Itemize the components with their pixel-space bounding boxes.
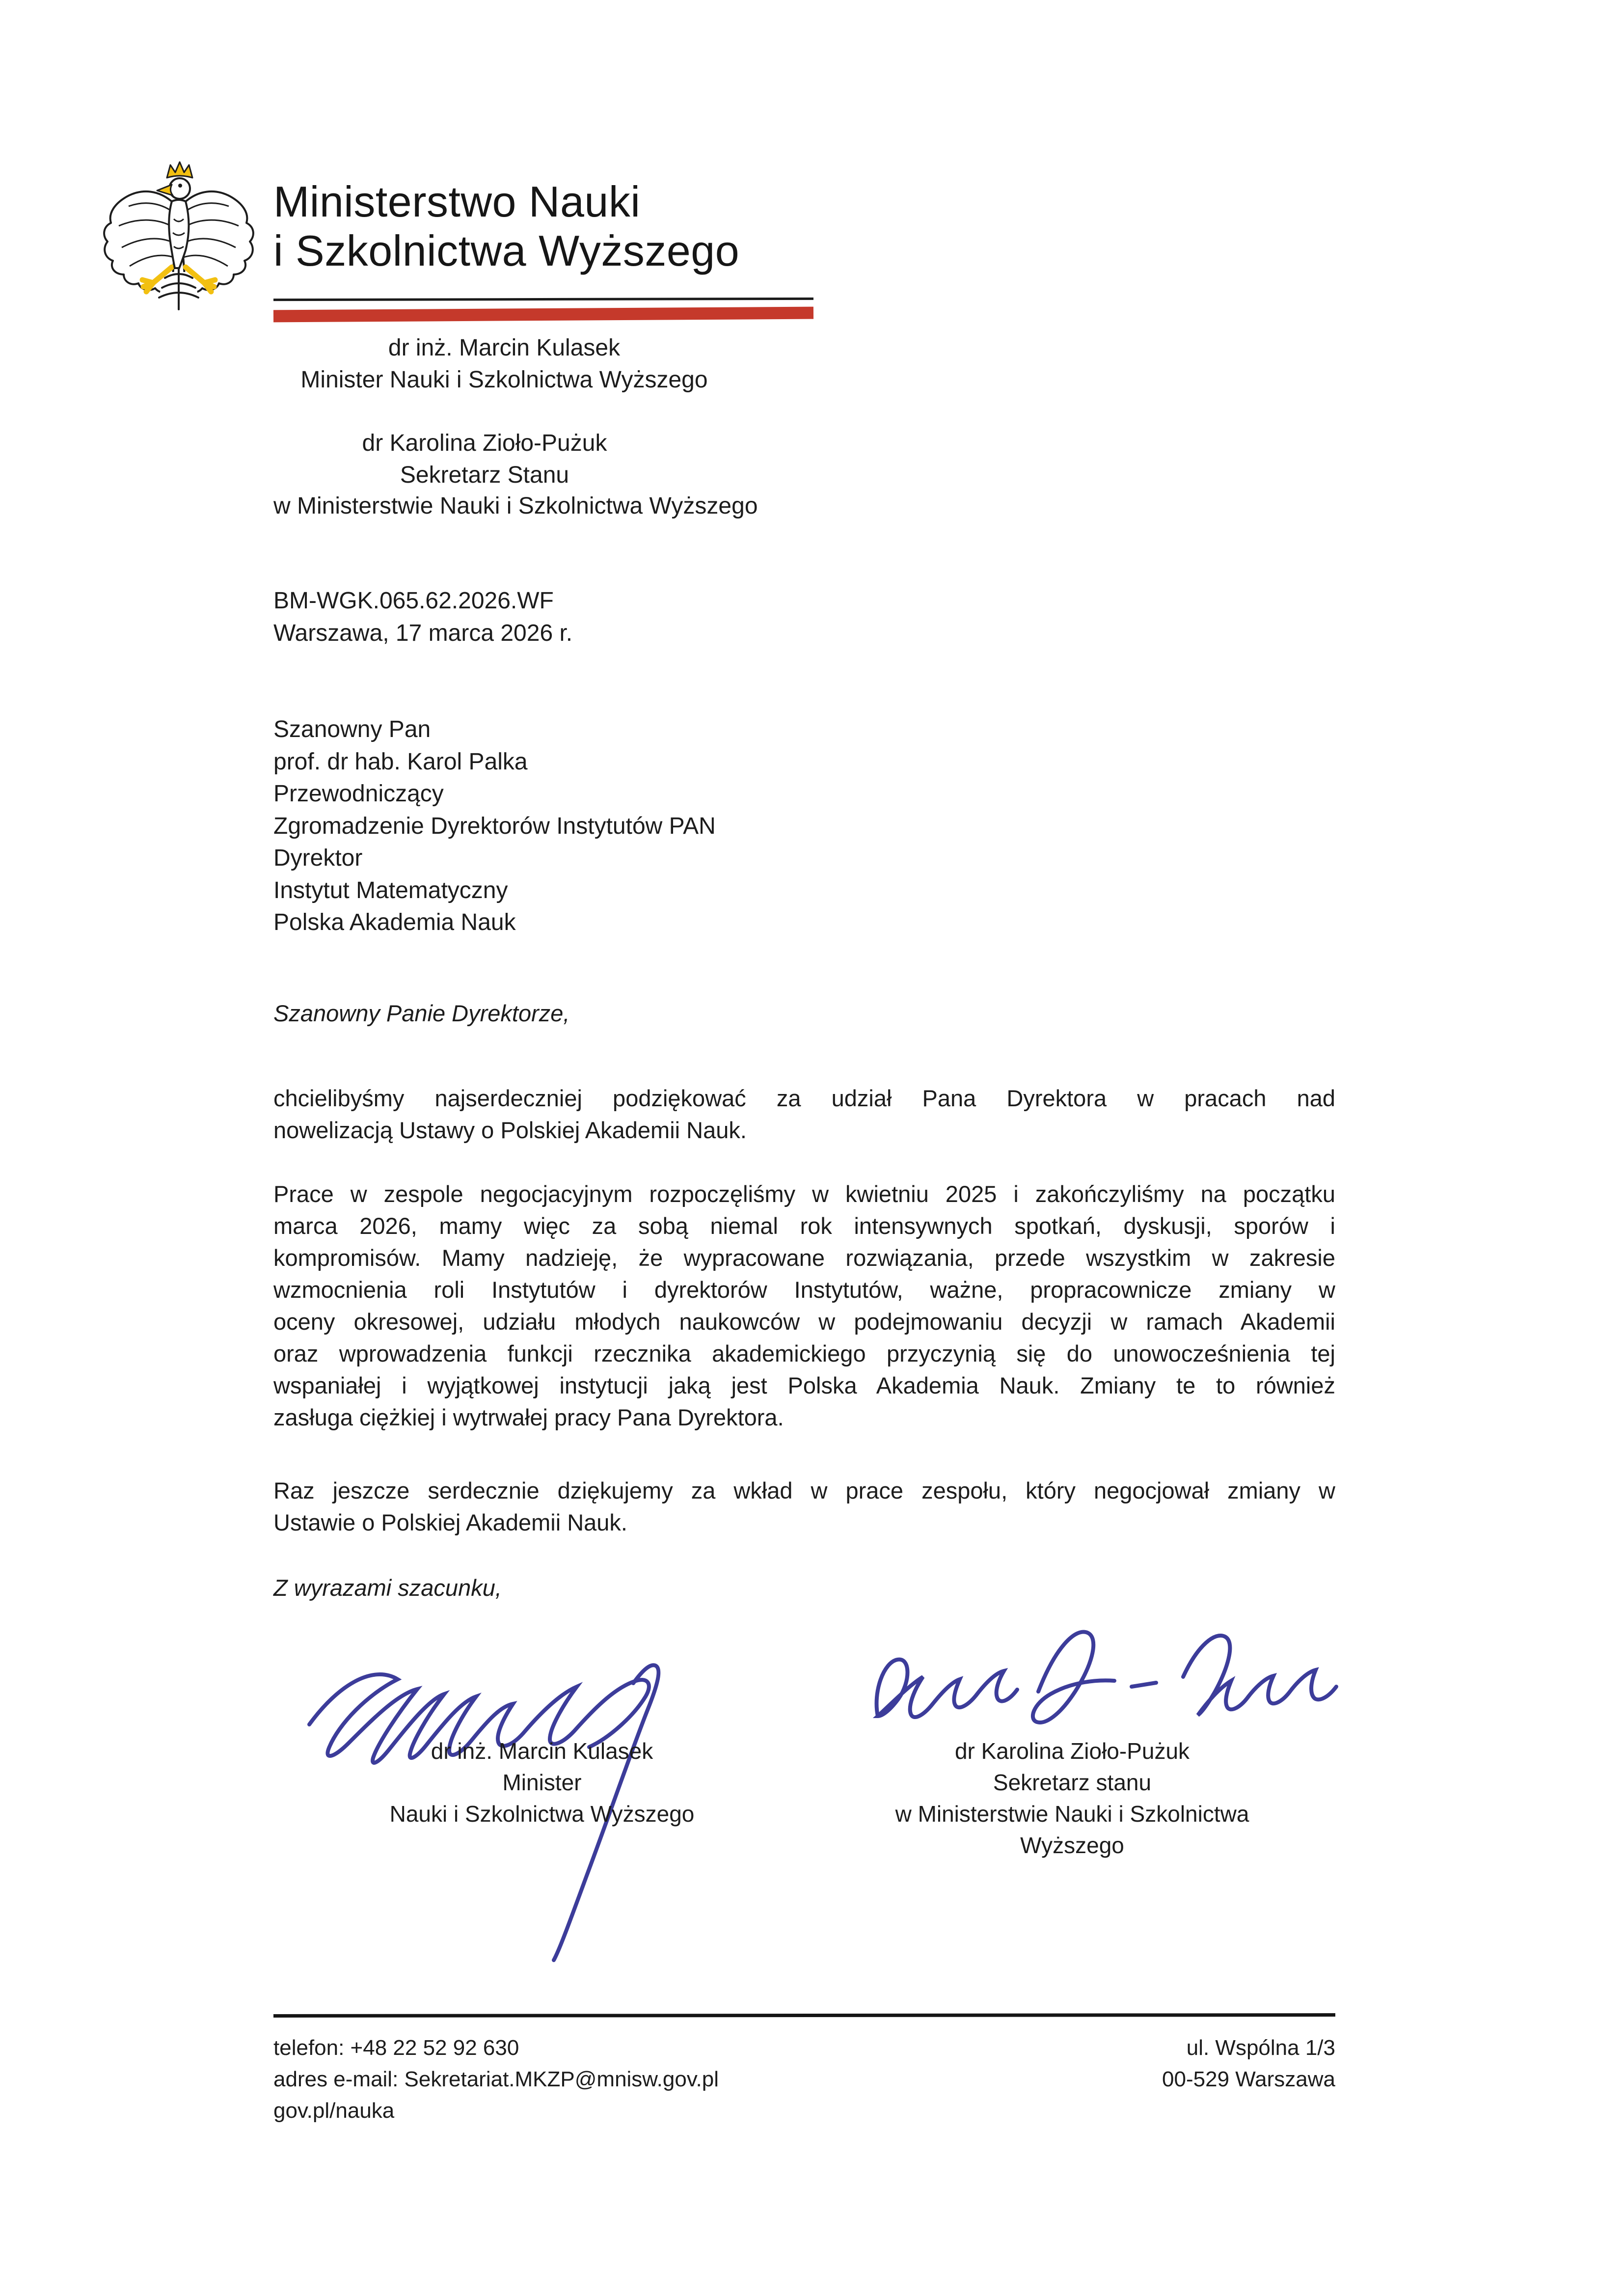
- recipient-address-block: [273, 713, 716, 939]
- sender-minister-name: dr inż. Marcin Kulasek: [388, 335, 621, 361]
- footer-contact-line: telefon: +48 22 52 92 630: [273, 2036, 519, 2060]
- signature-caption-secretary: [804, 1735, 1341, 1861]
- body-text-line: marca 2026, mamy więc za sobą niemal rok intensywnych spotkań, dyskusji, sporów i: [273, 1213, 1335, 1239]
- body-paragraph-1: [273, 1082, 1335, 1146]
- signature-caption-line: dr inż. Marcin Kulasek: [431, 1738, 653, 1764]
- signature-caption-line: Minister: [502, 1770, 582, 1795]
- signature-caption-line: Nauki i Szkolnictwa Wyższego: [389, 1801, 695, 1827]
- sender-secretary-name: dr Karolina Zioło-Pużuk: [362, 430, 607, 456]
- body-text-line: Prace w zespole negocjacyjnym rozpoczęliśmy w kwietniu 2025 i zakończyliśmy na początku: [273, 1181, 1335, 1207]
- salutation: Szanowny Panie Dyrektorze,: [273, 1000, 570, 1026]
- signature-caption-line: Sekretarz stanu: [993, 1770, 1152, 1795]
- footer-address-line: ul. Wspólna 1/3: [1186, 2036, 1335, 2060]
- signature-caption-minister: [273, 1735, 811, 1830]
- body-text-line: Ustawie o Polskiej Akademii Nauk.: [273, 1509, 627, 1535]
- body-text-line: oceny okresowej, udziału młodych naukowców w podejmowaniu decyzji w ramach Akademii: [273, 1309, 1335, 1335]
- recipient-line: Zgromadzenie Dyrektorów Instytutów PAN: [273, 813, 716, 839]
- body-text-line: nowelizacją Ustawy o Polskiej Akademii Nauk.: [273, 1117, 747, 1143]
- sender-secretary-title-line1: Sekretarz Stanu: [400, 462, 569, 488]
- letterhead-divider-red: [273, 307, 813, 323]
- recipient-line: prof. dr hab. Karol Palka: [273, 748, 528, 775]
- signature-caption-line: dr Karolina Zioło-Pużuk: [954, 1738, 1190, 1764]
- footer-divider-rule: [273, 2013, 1335, 2018]
- body-text-line: Raz jeszcze serdecznie dziękujemy za wkład w prace zespołu, który negocjował zmiany w: [273, 1477, 1335, 1503]
- footer-contact-line: adres e-mail: Sekretariat.MKZP@mnisw.gov.pl: [273, 2067, 719, 2091]
- body-text-line: oraz wprowadzenia funkcji rzecznika akademickiego przyczynią się do unowocześnienia tej: [273, 1340, 1335, 1367]
- ministry-name-line2: i Szkolnictwa Wyższego: [273, 226, 740, 275]
- footer-address-line: 00-529 Warszawa: [1162, 2067, 1335, 2091]
- body-paragraph-3: [273, 1475, 1335, 1538]
- footer-contact-line: gov.pl/nauka: [273, 2099, 395, 2123]
- recipient-line: Polska Akademia Nauk: [273, 909, 516, 935]
- sender-secretary-block: [273, 427, 696, 491]
- ministry-name-line1: Ministerstwo Nauki: [273, 177, 641, 226]
- body-text-line: chcielibyśmy najserdeczniej podziękować za udział Pana Dyrektora w pracach nad: [273, 1085, 1335, 1111]
- sender-minister-title: Minister Nauki i Szkolnictwa Wyższego: [300, 367, 708, 393]
- sender-minister-block: [273, 332, 735, 396]
- footer-address-block: [835, 2032, 1335, 2095]
- body-text-line: wspaniałej i wyjątkowej instytucji jaką jest Polska Akademia Nauk. Zmiany te to również: [273, 1372, 1335, 1398]
- body-text-line: wzmocnienia roli Instytutów i dyrektorów Instytutów, ważne, propracownicze zmiany w: [273, 1277, 1335, 1303]
- footer-contact-block: [273, 2032, 719, 2127]
- recipient-line: Szanowny Pan: [273, 716, 431, 742]
- reference-number: BM-WGK.065.62.2026.WF: [273, 588, 554, 614]
- closing-phrase: Z wyrazami szacunku,: [273, 1575, 502, 1601]
- signature-caption-line: w Ministerstwie Nauki i Szkolnictwa: [895, 1801, 1249, 1827]
- recipient-line: Przewodniczący: [273, 781, 444, 807]
- body-paragraph-2: [273, 1178, 1335, 1433]
- body-text-line: kompromisów. Mamy nadzieję, że wypracowane rozwiązania, przede wszystkim w zakresie: [273, 1245, 1335, 1271]
- ministry-name: [273, 177, 739, 275]
- body-text-line: zasługa ciężkiej i wytrwałej pracy Pana Dyrektora.: [273, 1404, 784, 1430]
- reference-block: [273, 585, 572, 650]
- sender-secretary-title-line2: w Ministerstwie Nauki i Szkolnictwa Wyższego: [273, 493, 758, 519]
- handwritten-signature-karolina-ziolo-puzuk: [864, 1618, 1355, 1741]
- letterhead-divider-black: [273, 298, 813, 301]
- signature-caption-line: Wyższego: [1020, 1832, 1124, 1858]
- recipient-line: Instytut Matematyczny: [273, 877, 508, 903]
- recipient-line: Dyrektor: [273, 845, 363, 871]
- polish-eagle-emblem-icon: [100, 161, 258, 323]
- place-and-date: Warszawa, 17 marca 2026 r.: [273, 620, 573, 646]
